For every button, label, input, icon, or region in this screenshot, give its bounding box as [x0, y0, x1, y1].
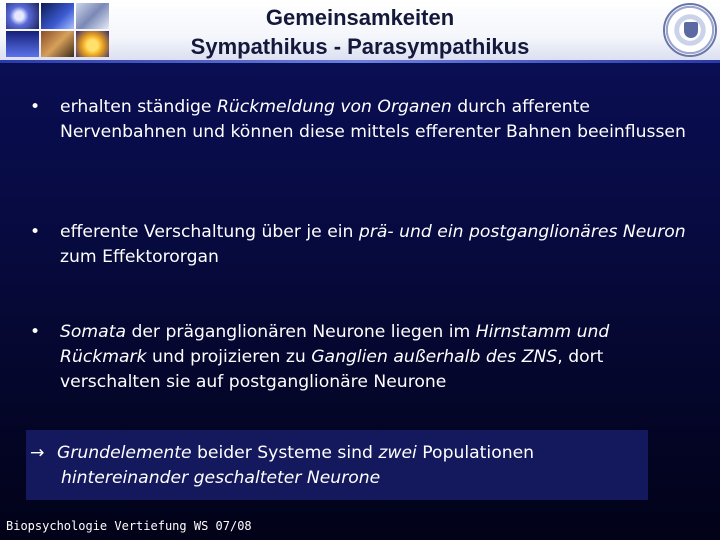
text-segment-italic: Rückmeldung von Organen [216, 97, 452, 117]
text-segment-italic: Ganglien außerhalb des ZNS [311, 347, 558, 367]
text-segment: und projizieren zu [146, 347, 312, 367]
image-collage-icon [6, 3, 108, 58]
collage-tile [76, 3, 109, 29]
footer-text: Biopsychologie Vertiefung WS 07/08 [6, 519, 252, 533]
header-band [0, 0, 720, 62]
bullet-text [60, 320, 690, 395]
bullet-marker: • [30, 222, 41, 242]
text-segment-italic: prä- und ein postganglionäres Neuron [358, 222, 686, 242]
summary-line-2: hintereinander geschalteter Neurone [61, 468, 381, 488]
bullet-item-2 [30, 220, 690, 270]
text-segment: beider Systeme sind [191, 443, 379, 463]
text-segment-italic: Hirnstamm und Rückmark [60, 322, 610, 367]
slide-title-line2: Sympathikus - Parasympathikus [190, 34, 530, 59]
text-segment-italic: zwei [378, 443, 417, 463]
collage-tile [6, 3, 39, 29]
text-segment: durch afferente Nervenbahnen und können diese mittels efferenter Bahnen beeinflussen [60, 97, 686, 142]
bullet-marker: • [30, 97, 41, 117]
bullet-item-1 [30, 95, 690, 145]
text-segment: , dort verschalten sie auf postganglionäre Neurone [60, 347, 604, 392]
bullet-marker: • [30, 322, 41, 342]
text-segment: der präganglionären Neurone liegen im [125, 322, 476, 342]
arrow-right-icon: → [30, 443, 45, 463]
header-divider [0, 60, 720, 63]
slide-title-line1: Gemeinsamkeiten [265, 5, 455, 30]
collage-tile [41, 3, 74, 29]
summary-box [26, 430, 648, 500]
text-segment-italic: Somata [60, 322, 126, 342]
collage-tile [76, 31, 109, 57]
bullet-text [60, 95, 690, 145]
university-seal-icon [663, 3, 717, 57]
text-segment: Populationen [416, 443, 535, 463]
text-segment-italic: Grundelemente [57, 443, 192, 463]
bullet-item-3 [30, 320, 690, 395]
bullet-text [60, 220, 690, 270]
text-segment: zum Effektororgan [60, 247, 219, 267]
seal-crest [684, 22, 698, 38]
collage-tile [41, 31, 74, 57]
text-segment: efferente Verschaltung über je ein [60, 222, 359, 242]
text-segment: erhalten ständige [60, 97, 217, 117]
collage-tile [6, 31, 39, 57]
